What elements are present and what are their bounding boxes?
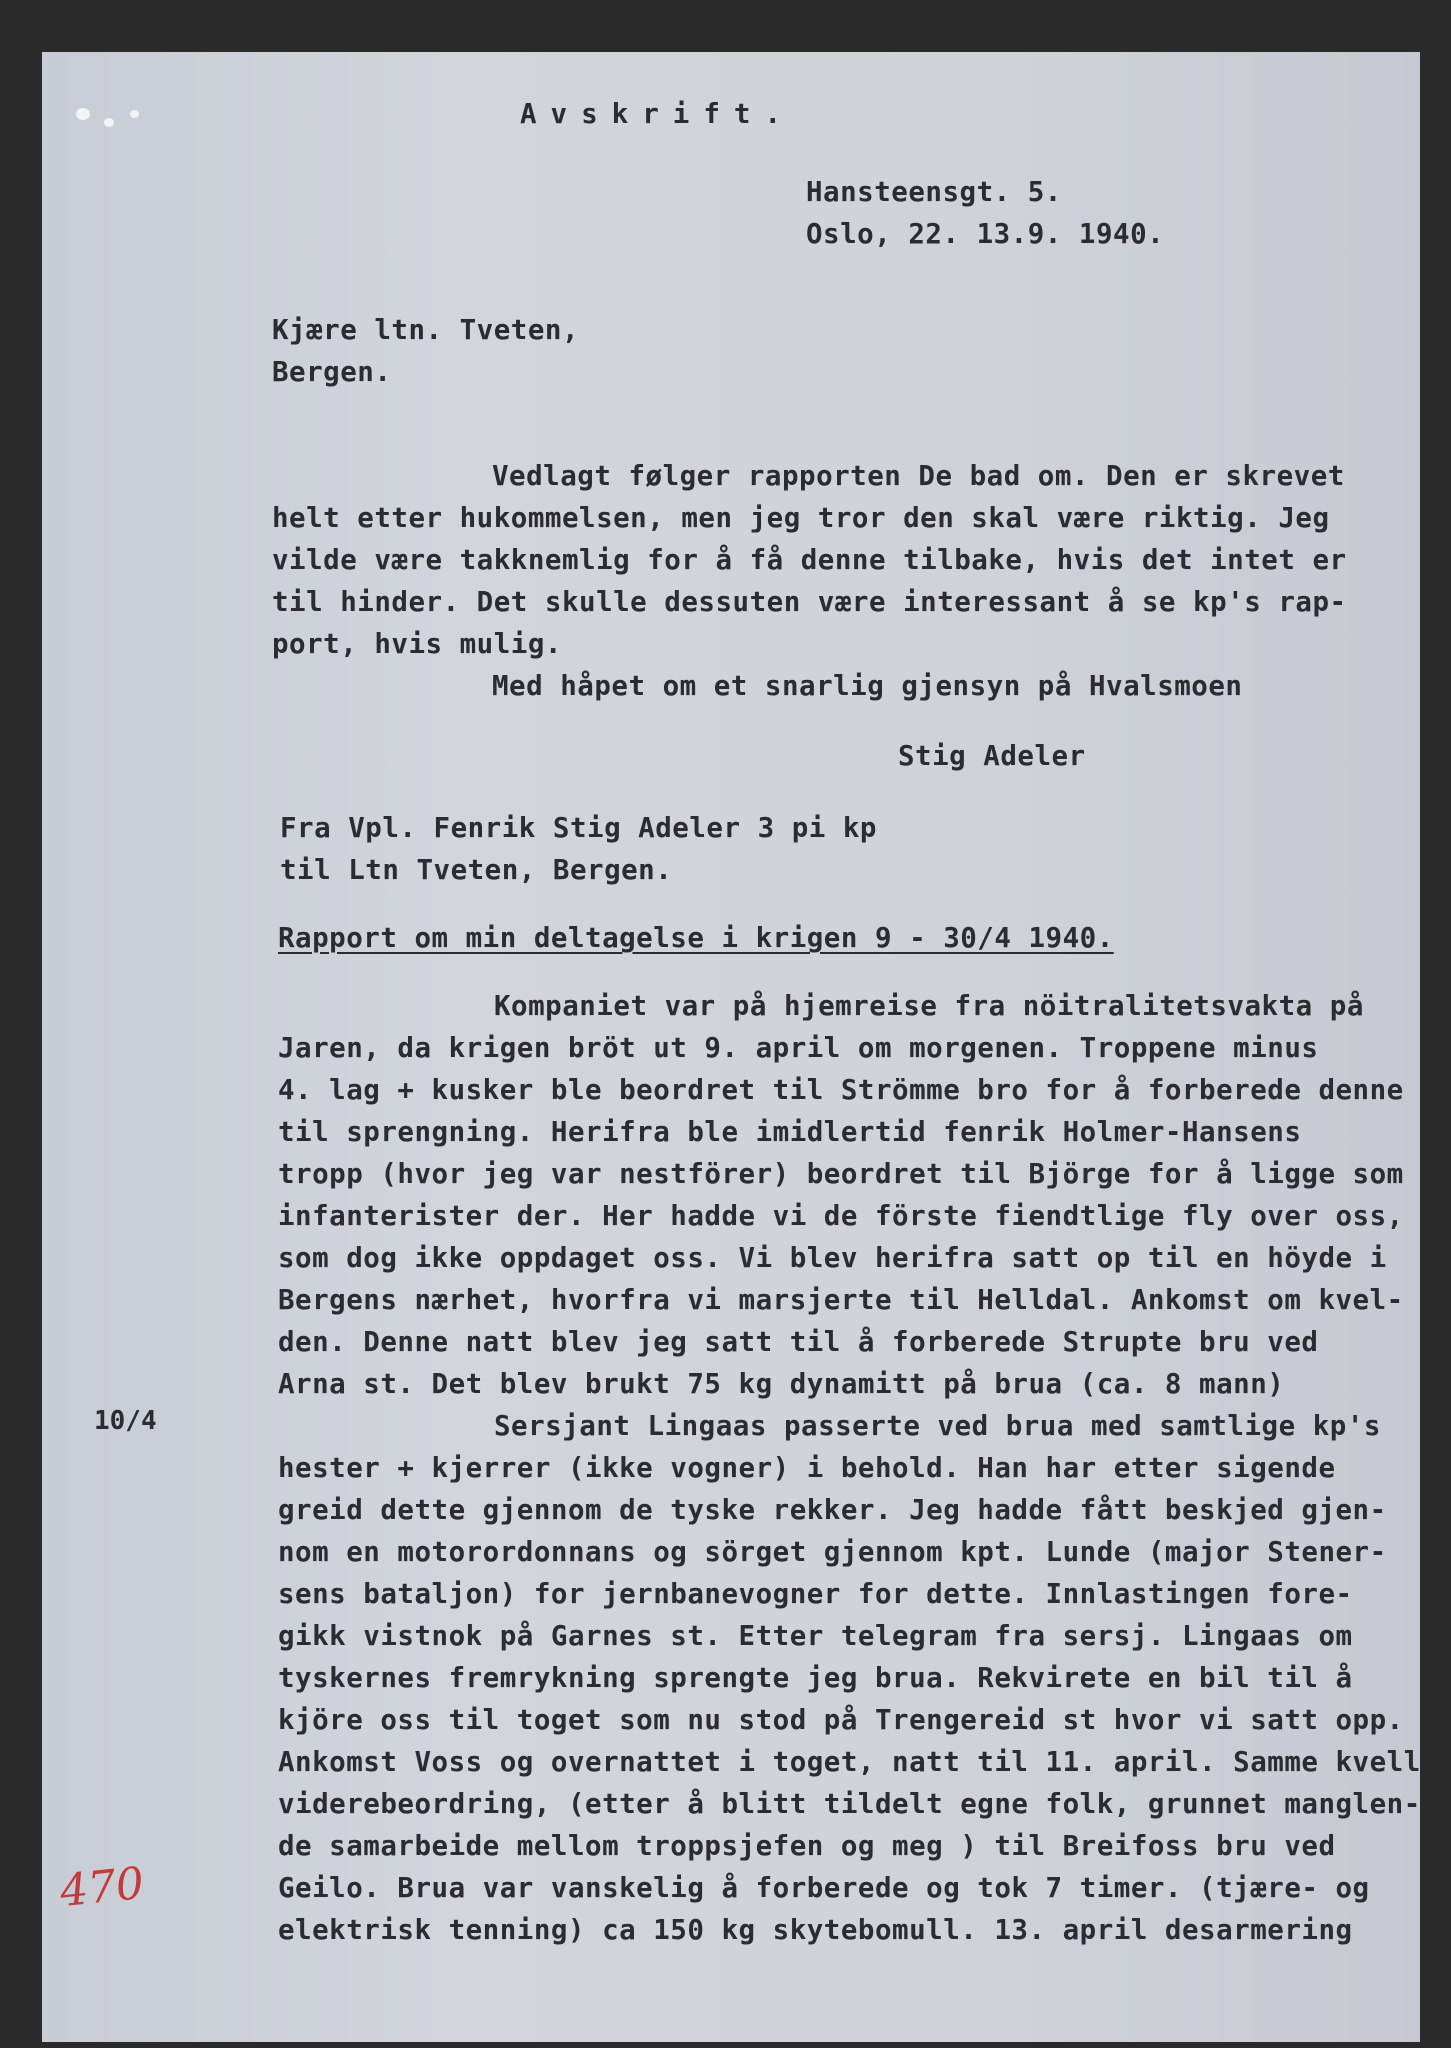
letter-line: port, hvis mulig. xyxy=(272,628,562,660)
letter-line: Med håpet om et snarlig gjensyn på Hvalsmoen xyxy=(492,670,1243,702)
report-line: viderebeordring, (etter å blitt tildelt egne folk, grunnet manglen- xyxy=(278,1788,1421,1820)
report-header-line: Fra Vpl. Fenrik Stig Adeler 3 pi kp xyxy=(280,812,877,844)
report-line: tropp (hvor jeg var nestförer) beordret til Björge for å ligge som xyxy=(278,1158,1404,1190)
punch-hole xyxy=(130,110,139,118)
report-line: kjöre oss til toget som nu stod på Trengereid st hvor vi satt opp. xyxy=(278,1704,1404,1736)
salutation-line: Bergen. xyxy=(272,356,392,388)
letter-line: helt etter hukommelsen, men jeg tror den skal være riktig. Jeg xyxy=(272,502,1330,534)
report-line: hester + kjerrer (ikke vogner) i behold. Han har etter sigende xyxy=(278,1452,1336,1484)
report-line: gikk vistnok på Garnes st. Etter telegram fra sersj. Lingaas om xyxy=(278,1620,1353,1652)
letter-line: vilde være takknemlig for å få denne tilbake, hvis det intet er xyxy=(272,544,1347,576)
report-line: 4. lag + kusker ble beordret til Strömme bro for å forberede denne xyxy=(278,1074,1404,1106)
punch-hole xyxy=(76,108,90,120)
folio-number: 470 xyxy=(57,1857,147,1918)
address-date: Oslo, 22. 13.9. 1940. xyxy=(806,218,1165,250)
report-line: til sprengning. Herifra ble imidlertid fenrik Holmer-Hansens xyxy=(278,1116,1302,1148)
document-title: Avskrift. xyxy=(520,98,796,130)
letter-line: Vedlagt følger rapporten De bad om. Den er skrevet xyxy=(492,460,1345,492)
report-line: Sersjant Lingaas passerte ved brua med samtlige kp's xyxy=(494,1410,1381,1442)
letter-line: til hinder. Det skulle dessuten være interessant å se kp's rap- xyxy=(272,586,1347,618)
report-line: sens bataljon) for jernbanevogner for dette. Innlastingen fore- xyxy=(278,1578,1353,1610)
report-line: tyskernes fremrykning sprengte jeg brua. Rekvirete en bil til å xyxy=(278,1662,1353,1694)
report-line: elektrisk tenning) ca 150 kg skytebomull. 13. april desarmering xyxy=(278,1914,1353,1946)
report-line: nom en motorordonnans og sörget gjennom kpt. Lunde (major Stener- xyxy=(278,1536,1387,1568)
report-line: Jaren, da krigen bröt ut 9. april om morgenen. Troppene minus xyxy=(278,1032,1319,1064)
report-line: Ankomst Voss og overnattet i toget, natt til 11. april. Samme kvell xyxy=(278,1746,1421,1778)
punch-hole xyxy=(104,118,114,127)
report-line: Geilo. Brua var vanskelig å forberede og tok 7 timer. (tjære- og xyxy=(278,1872,1370,1904)
report-header-line: til Ltn Tveten, Bergen. xyxy=(280,854,673,886)
signature: Stig Adeler xyxy=(898,740,1086,772)
report-title: Rapport om min deltagelse i krigen 9 - 30/4 1940. xyxy=(278,922,1114,954)
salutation-line: Kjære ltn. Tveten, xyxy=(272,314,580,346)
report-line: greid dette gjennom de tyske rekker. Jeg hadde fått beskjed gjen- xyxy=(278,1494,1387,1526)
address-street: Hansteensgt. 5. xyxy=(806,176,1062,208)
report-line: den. Denne natt blev jeg satt til å forberede Strupte bru ved xyxy=(278,1326,1319,1358)
report-line: Arna st. Det blev brukt 75 kg dynamitt på brua (ca. 8 mann) xyxy=(278,1368,1285,1400)
report-line: Kompaniet var på hjemreise fra nöitralitetsvakta på xyxy=(494,990,1364,1022)
report-line: som dog ikke oppdaget oss. Vi blev herifra satt op til en höyde i xyxy=(278,1242,1387,1274)
margin-date-note: 10/4 xyxy=(94,1406,157,1436)
report-line: de samarbeide mellom troppsjefen og meg ) til Breifoss bru ved xyxy=(278,1830,1336,1862)
report-line: infanterister der. Her hadde vi de förste fiendtlige fly over oss, xyxy=(278,1200,1404,1232)
report-line: Bergens nærhet, hvorfra vi marsjerte til Helldal. Ankomst om kvel- xyxy=(278,1284,1404,1316)
